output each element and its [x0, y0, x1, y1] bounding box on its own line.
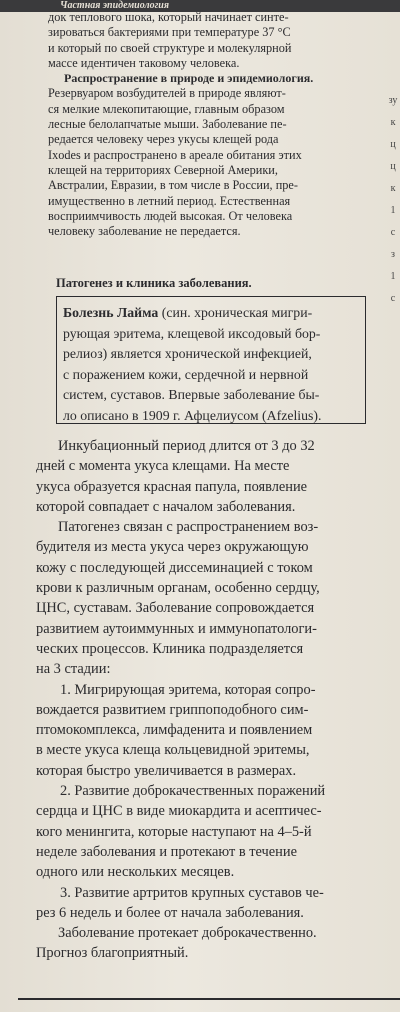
text-line: на 3 стадии:: [36, 661, 111, 678]
edge-char: к: [390, 117, 396, 128]
text-line: дней с момента укуса клещами. На месте: [36, 458, 290, 475]
edge-char: 1: [390, 205, 396, 216]
text-line: Инкубационный период длится от 3 до 32: [58, 438, 315, 454]
text-line: Заболевание протекает доброкачественно.: [58, 925, 317, 942]
edge-char: зу: [388, 95, 398, 106]
edge-char: к: [390, 183, 396, 194]
running-header-title: Частная эпидемиология: [60, 0, 170, 11]
definition-line: релиоз) является хронической инфекцией,: [63, 346, 312, 361]
definition-term: Болезнь Лайма: [63, 305, 159, 320]
text-line: в месте укуса клеща кольцевидной эритемы,: [36, 742, 310, 759]
edge-char: ц: [390, 139, 396, 150]
lower-text-block: [36, 436, 325, 964]
definition-line: ло описано в 1909 г. Афцелиусом (Afzelius).: [63, 407, 322, 423]
text-line: которой совпадает с началом заболевания.: [36, 498, 296, 515]
edge-char: ц: [390, 161, 396, 172]
text-line: Патогенез связан с распространением воз-: [58, 519, 319, 536]
text-line: рез 6 недель и более от начала заболевания.: [36, 904, 304, 921]
subsection-heading: Распространение в природе и эпидемиология.: [64, 71, 314, 86]
text-line: клещей на территориях Северной Америки,: [48, 162, 278, 177]
list-item-line: 1. Мигрирующая эритема, которая сопро-: [60, 681, 316, 698]
text-line: массе идентичен таковому человека.: [48, 55, 240, 70]
list-item-line: 2. Развитие доброкачественных поражений: [60, 783, 326, 800]
edge-char: с: [390, 227, 396, 238]
text-line: будителя из места укуса через окружающую: [36, 539, 309, 556]
text-line: которая быстро увеличивается в размерах.: [36, 762, 297, 779]
definition-text: [63, 303, 321, 426]
text-line: ся мелкие млекопитающие, главным образом: [48, 101, 285, 116]
text-line: Австралии, Евразии, в том числе в России, пре-: [48, 178, 298, 193]
text-line: Ixodes и распространено в ареале обитания этих: [48, 147, 302, 162]
definition-line: рующая эритема, клещевой иксодовый бор-: [63, 325, 321, 341]
text-line: укуса образуется красная папула, появление: [36, 478, 308, 495]
edge-char: с: [390, 293, 396, 304]
upper-text-block: [48, 10, 378, 239]
text-line: редается человеку через укусы клещей рода: [48, 132, 279, 147]
adjacent-page-edge: [386, 90, 400, 304]
text-line: Резервуаром возбудителей в природе являют-: [48, 86, 286, 101]
text-line: кожу с последующей диссеминацией с током: [36, 559, 313, 576]
edge-char: 1: [390, 271, 396, 282]
text-line: ческих процессов. Клиника подразделяется: [36, 640, 304, 657]
definition-line-text: (син. хроническая мигри-: [158, 305, 313, 320]
text-line: крови к различным органам, особенно сердцу,: [36, 580, 320, 597]
text-line: восприимчивость людей высокая. От человека: [48, 208, 293, 223]
text-line: неделе заболевания и протекают в течение: [36, 843, 297, 860]
text-line: Прогноз благоприятный.: [36, 945, 189, 962]
text-line: ЦНС, суставам. Заболевание сопровождается: [36, 600, 315, 617]
text-line: кого менингита, которые наступают на 4–5-й: [36, 823, 312, 840]
text-line: док теплового шока, который начинает синте-: [48, 10, 289, 24]
text-line: лесные белолапчатые мыши. Заболевание пе-: [48, 117, 287, 132]
list-item-line: 3. Развитие артритов крупных суставов че-: [60, 884, 324, 901]
definition-line: систем, суставов. Впервые заболевание бы-: [63, 387, 320, 402]
bottom-rule: [18, 998, 400, 1000]
text-line: и который по своей структуре и молекулярной: [48, 40, 292, 55]
text-line: вождается развитием гриппоподобного сим-: [36, 701, 309, 718]
text-line: одного или нескольких месяцев.: [36, 864, 235, 881]
definition-line: с поражением кожи, сердечной и нервной: [63, 366, 309, 382]
text-line: человеку заболевание не передается.: [48, 224, 241, 239]
text-line: развитием аутоиммунных и иммунопатологи-: [36, 620, 317, 637]
text-line: сердца и ЦНС в виде миокардита и асептичес-: [36, 803, 322, 820]
text-line: зироваться бактериями при температуре 37 °С: [48, 25, 291, 40]
edge-char: з: [391, 249, 395, 260]
section-heading: Патогенез и клиника заболевания.: [56, 276, 252, 290]
definition-line: [63, 303, 321, 324]
text-line: птомокомплекса, лимфаденита и появлением: [36, 722, 313, 739]
text-line: имущественно в летний период. Естественная: [48, 193, 291, 208]
definition-box: [56, 296, 366, 424]
